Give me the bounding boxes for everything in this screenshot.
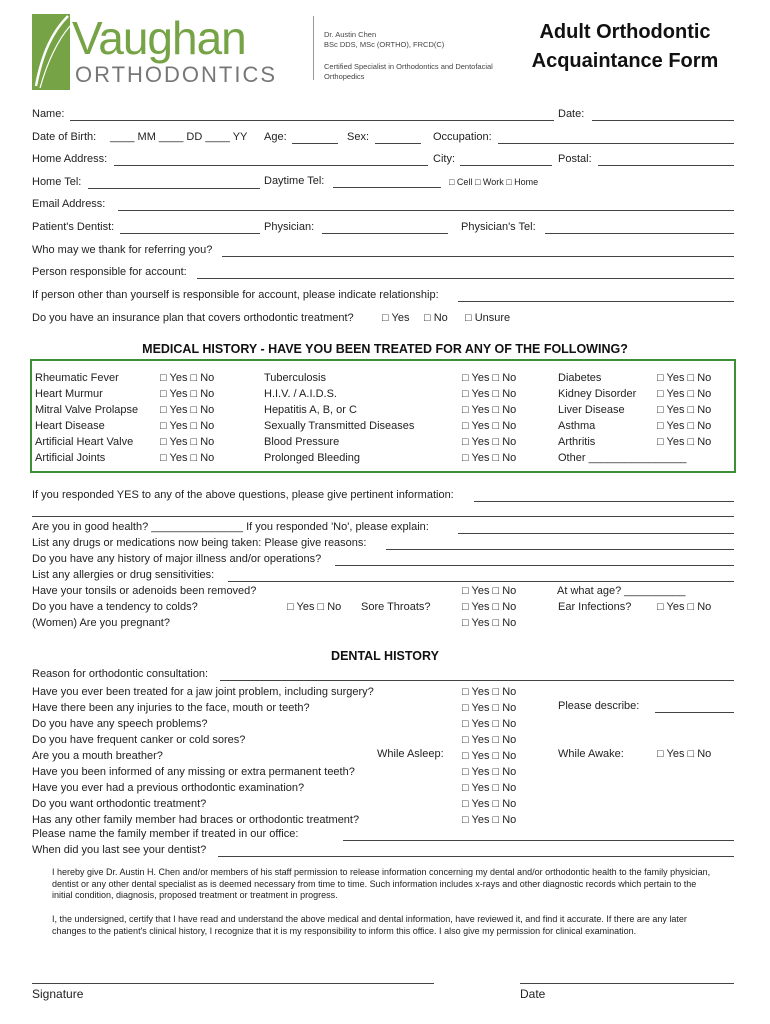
ear-infections-label: Ear Infections? [558, 601, 632, 613]
last-dentist-label: When did you last see your dentist? [32, 844, 207, 856]
while-awake-label: While Awake: [558, 748, 624, 760]
ear-infections-checkbox[interactable]: □ Yes □ No [657, 601, 712, 613]
specialist-line-2: Orthopedics [324, 72, 365, 81]
good-health-explain-field[interactable] [458, 533, 734, 534]
condition-label: Hepatitis A, B, or C [264, 404, 357, 416]
referral-label: Who may we thank for referring you? [32, 244, 213, 256]
yes-no-checkbox[interactable]: □ Yes □ No [160, 436, 215, 448]
insurance-unsure-checkbox[interactable]: □ Unsure [465, 312, 511, 324]
yes-no-checkbox[interactable]: □ Yes □ No [657, 388, 712, 400]
yes-no-checkbox[interactable]: □ Yes □ No [160, 452, 215, 464]
phone-type-checkboxes[interactable]: □ Cell □ Work □ Home [449, 177, 539, 187]
condition-label: Rheumatic Fever [35, 372, 119, 384]
specialist-line-1: Certified Specialist in Orthodontics and Dentofacial [324, 62, 493, 71]
major-illness-label: Do you have any history of major illness and/or operations? [32, 553, 322, 565]
condition-label: Mitral Valve Prolapse [35, 404, 139, 416]
postal-label: Postal: [558, 153, 592, 165]
while-awake-checkbox[interactable]: □ Yes □ No [657, 748, 712, 760]
address-field[interactable] [114, 165, 428, 166]
dental-question: Do you have frequent canker or cold sores? [32, 734, 246, 746]
condition-other-field[interactable]: Other ________________ [558, 452, 687, 464]
signature-line[interactable] [32, 983, 434, 984]
name-label: Name: [32, 108, 65, 120]
pregnant-checkbox[interactable]: □ Yes □ No [462, 617, 517, 629]
name-field[interactable] [70, 120, 554, 121]
date-label: Date: [558, 108, 585, 120]
dob-field[interactable]: ____ MM ____ DD ____ YY [110, 131, 248, 143]
yes-no-checkbox[interactable]: □ Yes □ No [462, 766, 517, 778]
pertinent-field-2[interactable] [32, 516, 734, 517]
postal-field[interactable] [598, 165, 734, 166]
condition-label: Liver Disease [558, 404, 625, 416]
sore-throats-label: Sore Throats? [361, 601, 431, 613]
dental-question: Have there been any injuries to the face, mouth or teeth? [32, 702, 310, 714]
email-field[interactable] [118, 210, 734, 211]
condition-label: H.I.V. / A.I.D.S. [264, 388, 337, 400]
yes-no-checkbox[interactable]: □ Yes □ No [462, 702, 517, 714]
medical-history-heading: MEDICAL HISTORY - HAVE YOU BEEN TREATED FOR ANY OF THE FOLLOWING? [142, 342, 628, 356]
yes-no-checkbox[interactable]: □ Yes □ No [462, 750, 517, 762]
condition-label: Kidney Disorder [558, 388, 637, 400]
yes-no-checkbox[interactable]: □ Yes □ No [462, 420, 517, 432]
signature-label: Signature [32, 987, 84, 1001]
yes-no-checkbox[interactable]: □ Yes □ No [657, 372, 712, 384]
allergies-label: List any allergies or drug sensitivities: [32, 569, 215, 581]
yes-no-checkbox[interactable]: □ Yes □ No [462, 814, 517, 826]
dental-question: Has any other family member had braces or orthodontic treatment? [32, 814, 360, 826]
header-divider [313, 16, 314, 80]
yes-no-checkbox[interactable]: □ Yes □ No [462, 372, 517, 384]
insurance-no-checkbox[interactable]: □ No [424, 312, 448, 324]
drugs-field[interactable] [386, 549, 734, 550]
logo-mark [32, 14, 70, 90]
dentist-field[interactable] [120, 233, 260, 234]
major-illness-field[interactable] [335, 565, 734, 566]
condition-label: Prolonged Bleeding [264, 452, 361, 464]
relationship-label: If person other than yourself is responsible for account, please indicate relationship: [32, 289, 439, 301]
yes-no-checkbox[interactable]: □ Yes □ No [462, 436, 517, 448]
drugs-label: List any drugs or medications now being taken: Please give reasons: [32, 537, 367, 549]
responsible-field[interactable] [197, 278, 734, 279]
dental-question: Have you ever had a previous orthodontic examination? [32, 782, 305, 794]
consent-paragraph-2: I, the undersigned, certify that I have read and understand the above medical and dental information, have reviewed it, and find it accurate. If there are any later changes to the patient's clinical history, I recognize that it is my responsibility to inform this office. I also give my permission for clinical examination. [52, 914, 687, 936]
form-title-line-1: Adult Orthodontic [539, 21, 711, 43]
yes-no-checkbox[interactable]: □ Yes □ No [657, 404, 712, 416]
daytime-tel-label: Daytime Tel: [264, 175, 325, 187]
logo-subtitle: ORTHODONTICS [75, 62, 278, 87]
yes-no-checkbox[interactable]: □ Yes □ No [462, 686, 517, 698]
occupation-label: Occupation: [433, 131, 492, 143]
relationship-field[interactable] [458, 301, 734, 302]
physician-tel-label: Physician's Tel: [461, 221, 536, 233]
dental-question: Are you a mouth breather? [32, 750, 163, 762]
reason-label: Reason for orthodontic consultation: [32, 668, 209, 680]
form-title [490, 18, 760, 76]
logo-name: Vaughan [72, 12, 246, 64]
daytime-tel-field[interactable] [333, 187, 441, 188]
address-label: Home Address: [32, 153, 108, 165]
tonsils-checkbox[interactable]: □ Yes □ No [462, 585, 517, 597]
age-field[interactable] [292, 143, 338, 144]
sex-label: Sex: [347, 131, 370, 143]
form-title-line-2: Acquaintance Form [531, 50, 719, 72]
family-member-field[interactable] [343, 840, 734, 841]
tonsils-label: Have your tonsils or adenoids been removed? [32, 585, 257, 597]
doctor-degrees: BSc DDS, MSc (ORTHO), FRCD(C) [324, 40, 445, 49]
medical-col-2 [264, 370, 414, 466]
yes-no-checkbox[interactable]: □ Yes □ No [657, 436, 712, 448]
age-label: Age: [264, 131, 287, 143]
physician-label: Physician: [264, 221, 315, 233]
what-age-field[interactable]: At what age? __________ [557, 585, 686, 597]
dental-question: Do you have any speech problems? [32, 718, 208, 730]
dental-question: Have you been informed of any missing or extra permanent teeth? [32, 766, 355, 778]
date-field[interactable] [592, 120, 734, 121]
sex-field[interactable] [375, 143, 421, 144]
yes-no-checkbox[interactable]: □ Yes □ No [462, 388, 517, 400]
condition-label: Asthma [558, 420, 596, 432]
consent-paragraph-1: I hereby give Dr. Austin H. Chen and/or members of his staff permission to release information concerning my dental and/or orthodontic health to the family physician, dentist or any other dental specialist as is deemed necessary from time to time. Such information includes x-rays and other diagnostic records which pertain to the initial condition, diagnosis, proposed treatment or treatment in progress. [52, 867, 711, 900]
city-field[interactable] [460, 165, 552, 166]
dental-question: Do you want orthodontic treatment? [32, 798, 207, 810]
occupation-field[interactable] [498, 143, 734, 144]
yes-no-checkbox[interactable]: □ Yes □ No [462, 782, 517, 794]
sore-throats-checkbox[interactable]: □ Yes □ No [462, 601, 517, 613]
dentist-label: Patient's Dentist: [32, 221, 115, 233]
doctor-name: Dr. Austin Chen [324, 30, 377, 39]
signature-date-line[interactable] [520, 983, 734, 984]
condition-label: Tuberculosis [264, 372, 326, 384]
family-member-label: Please name the family member if treated in our office: [32, 828, 299, 840]
signature-date-label: Date [520, 987, 546, 1001]
yes-no-checkbox[interactable]: □ Yes □ No [160, 404, 215, 416]
while-asleep-label: While Asleep: [377, 748, 444, 760]
condition-label: Sexually Transmitted Diseases [264, 420, 415, 432]
describe-field[interactable] [655, 712, 734, 713]
medical-col-2-checkboxes[interactable] [462, 370, 516, 466]
dental-questions [32, 684, 374, 828]
dental-question: Have you ever been treated for a jaw joint problem, including surgery? [32, 686, 374, 698]
condition-label: Arthritis [558, 436, 596, 448]
dob-label: Date of Birth: [32, 131, 97, 143]
yes-no-checkbox[interactable]: □ Yes □ No [160, 372, 215, 384]
yes-no-checkbox[interactable]: □ Yes □ No [462, 404, 517, 416]
yes-no-checkbox[interactable]: □ Yes □ No [160, 420, 215, 432]
reason-field[interactable] [220, 680, 734, 681]
condition-label: Heart Disease [35, 420, 105, 432]
medical-col-1-checkboxes[interactable] [160, 370, 214, 466]
dental-checkboxes[interactable] [462, 684, 516, 828]
colds-label: Do you have a tendency to colds? [32, 601, 198, 613]
yes-no-checkbox[interactable]: □ Yes □ No [657, 420, 712, 432]
condition-label: Heart Murmur [35, 388, 103, 400]
city-label: City: [433, 153, 455, 165]
condition-label: Blood Pressure [264, 436, 340, 448]
pregnant-label: (Women) Are you pregnant? [32, 617, 170, 629]
email-label: Email Address: [32, 198, 106, 210]
insurance-label: Do you have an insurance plan that covers orthodontic treatment? [32, 312, 354, 324]
responsible-label: Person responsible for account: [32, 266, 187, 278]
medical-col-1 [35, 370, 138, 466]
referral-field[interactable] [222, 256, 734, 257]
condition-label: Artificial Joints [35, 452, 106, 464]
yes-no-checkbox[interactable]: □ Yes □ No [462, 798, 517, 810]
condition-label: Artificial Heart Valve [35, 436, 134, 448]
yes-no-checkbox[interactable]: □ Yes □ No [462, 718, 517, 730]
yes-no-checkbox[interactable]: □ Yes □ No [462, 452, 517, 464]
dental-history-heading: DENTAL HISTORY [331, 649, 439, 663]
physician-tel-field[interactable] [545, 233, 734, 234]
colds-checkbox[interactable]: □ Yes □ No [287, 601, 342, 613]
home-tel-label: Home Tel: [32, 176, 82, 188]
pertinent-field[interactable] [474, 501, 734, 502]
physician-field[interactable] [322, 233, 448, 234]
medical-col-3-checkboxes[interactable] [657, 370, 711, 450]
insurance-yes-checkbox[interactable]: □ Yes [382, 312, 410, 324]
allergies-field[interactable] [228, 581, 734, 582]
yes-no-checkbox[interactable]: □ Yes □ No [160, 388, 215, 400]
yes-no-checkbox[interactable]: □ Yes □ No [462, 734, 517, 746]
home-tel-field[interactable] [88, 188, 260, 189]
pertinent-label: If you responded YES to any of the above questions, please give pertinent information: [32, 489, 454, 501]
describe-label: Please describe: [558, 700, 640, 712]
condition-label: Diabetes [558, 372, 602, 384]
good-health-label: Are you in good health? _______________ If you responded 'No', please explain: [32, 521, 429, 533]
last-dentist-field[interactable] [218, 856, 734, 857]
